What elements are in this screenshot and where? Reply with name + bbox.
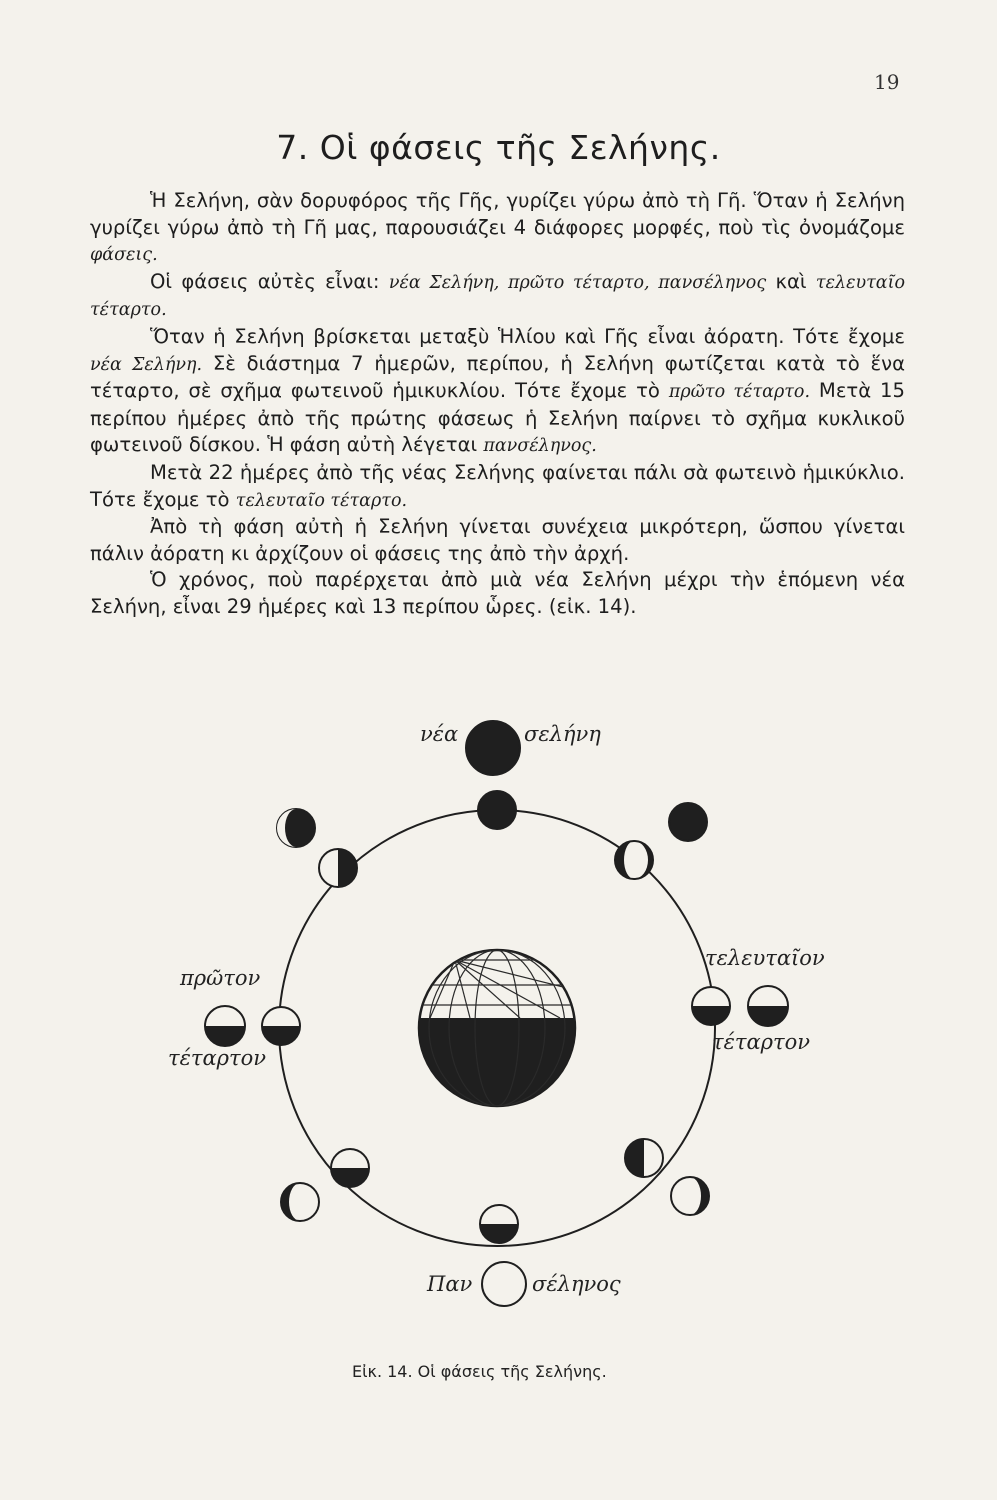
moon-waning-outer [669,803,707,841]
moon-first-quarter-outer [205,1006,245,1046]
italic-term: τελευταῖο τέταρτο. [90,272,905,321]
label-new-moon-left: νέα [420,722,459,746]
moon-lower-left-outer [281,1183,319,1221]
text-run: Ὁ χρόνος, ποὺ παρέρχεται ἀπὸ μιὰ νέα Σελήνη μέχρι τὴν ἑπόμενη νέα Σελήνη, εἶναι 29 ἡμέρες καὶ 13 περίπου ὧρες. (εἰκ. 14). [90,568,905,618]
text-run: Ὅταν ἡ Σελήνη βρίσκεται μεταξὺ Ἡλίου καὶ Γῆς εἶναι ἀόρατη. Τότε ἔχομε [150,324,905,348]
page-number: 19 [874,70,900,94]
moon-last-quarter-outer [748,986,788,1026]
moon-new-outer [466,721,520,775]
text-run: Ἡ Σελήνη, σὰν δορυφόρος τῆς Γῆς, γυρίζει γύρω ἀπὸ τὴ Γῆ. Ὅταν ἡ Σελήνη γυρίζει γύρω ἀπὸ τὴ Γῆ μας, παρουσιάζει 4 διάφορες μορφές, ποὺ τὶς ὀνομάζομε [90,189,905,239]
label-last-quarter-bottom: τέταρτον [712,1030,811,1054]
moon-lower-right-outer [671,1177,709,1215]
label-first-quarter-top: πρῶτον [180,966,261,990]
moon-waxing-outer [277,809,315,847]
label-first-quarter-bottom: τέταρτον [168,1046,267,1070]
moon-new-orbit [478,791,516,829]
text-run: Μετὰ 15 περίπου ἡμέρες ἀπὸ τῆς πρώτης φάσεως ἡ Σελήνη παίρνει τὸ σχῆμα κυκλικοῦ φωτεινοῦ δίσκου. Ἡ φάση αὐτὴ λέγεται [90,379,905,457]
earth-globe [419,950,575,1108]
label-last-quarter-top: τελευταῖον [705,946,825,970]
italic-term: πανσέληνος. [483,436,597,457]
figure-caption: Εἰκ. 14. Οἱ φάσεις τῆς Σελήνης. [352,1362,607,1381]
label-new-moon-right: σελήνη [524,722,601,746]
moon-waning-orbit [615,841,653,879]
moon-first-quarter-orbit [262,1007,300,1045]
italic-term: φάσεις. [90,245,158,266]
text-run: Ἀπὸ τὴ φάση αὐτὴ ἡ Σελήνη γίνεται συνέχεια μικρότερη, ὥσπου γίνεται πάλιν ἀόρατη κι ἀρχίζουν οἱ φάσεις της ἀπὸ τὴν ἀρχή. [90,515,905,565]
text-run: Μετὰ 22 ἡμέρες ἀπὸ τῆς νέας Σελήνης φαίνεται πάλι σὰ φωτεινὸ ἡμικύκλιο. Τότε ἔχομε τὸ [90,460,905,511]
label-full-moon-left: Παν [427,1272,473,1296]
moon-lower-right-orbit [625,1139,663,1177]
italic-term: νέα Σελήνη, πρῶτο τέταρτο, πανσέληνος [388,272,767,293]
italic-term: νέα Σελήνη. [90,354,203,375]
moon-full-outer [482,1262,526,1306]
moon-waxing-orbit [319,849,357,887]
chapter-title: 7. Οἱ φάσεις τῆς Σελήνης. [276,128,721,167]
text-run: καὶ [766,269,816,293]
moon-full-orbit [480,1205,518,1243]
label-full-moon-right: σέληνος [532,1272,621,1296]
text-run: Οἱ φάσεις αὐτὲς εἶναι: [150,269,389,293]
italic-term: πρῶτο τέταρτο. [668,382,811,403]
text-run: Σὲ διάστημα 7 ἡμερῶν, περίπου, ἡ Σελήνη φωτίζεται κατὰ τὸ ἕνα τέταρτο, σὲ σχῆμα φωτεινοῦ ἡμικυκλίου. Τότε ἔχομε τὸ [90,351,906,403]
moon-lower-left-orbit [331,1149,369,1187]
italic-term: τελευταῖο τέταρτο. [235,490,408,511]
moon-last-quarter-orbit [692,987,730,1025]
